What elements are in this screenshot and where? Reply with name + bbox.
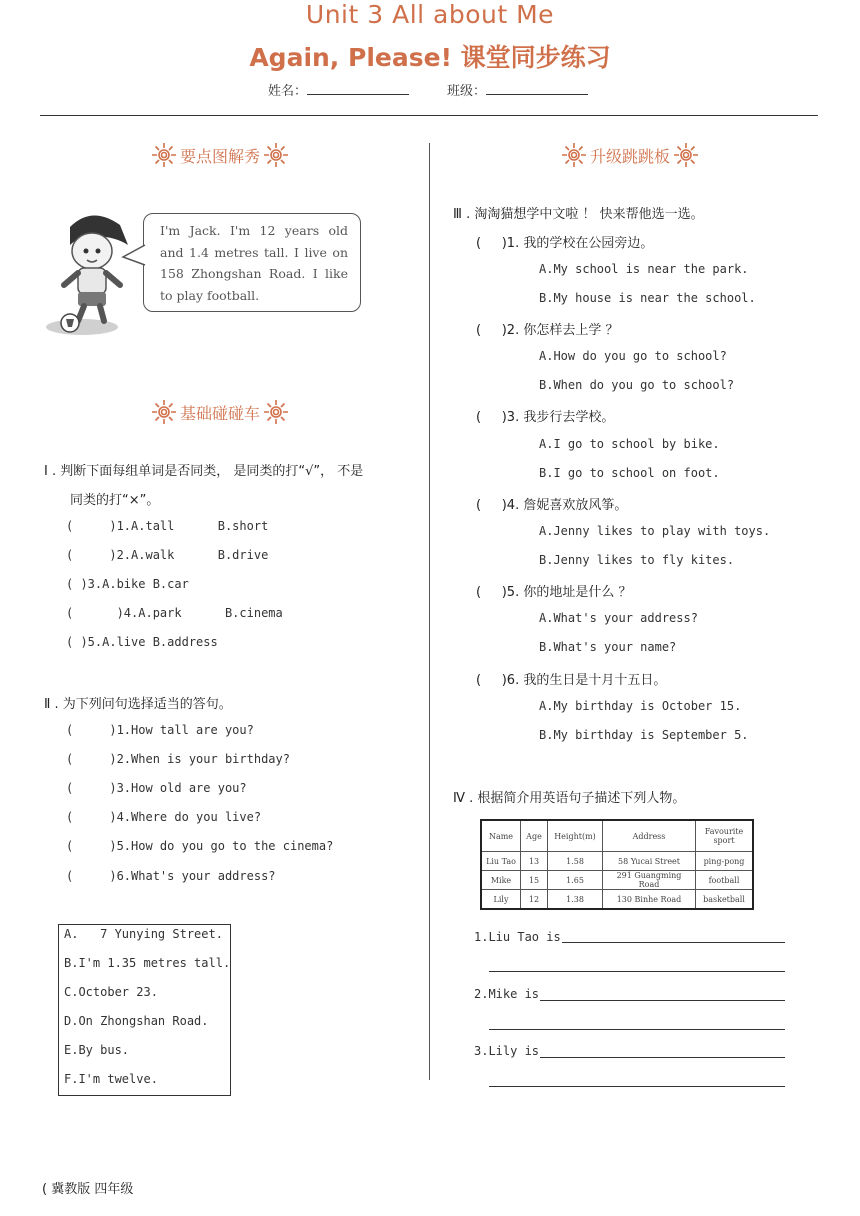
table-cell: ping-pong — [696, 852, 754, 871]
table-row — [481, 890, 753, 910]
sun-icon — [263, 399, 289, 425]
writing-prompt: 2.Mike is — [474, 987, 540, 1001]
part3-option-b: B.Jenny likes to fly kites. — [539, 553, 735, 567]
answer-line[interactable] — [489, 971, 785, 972]
answer-line[interactable] — [540, 1000, 785, 1001]
table-header-cell: Age — [521, 820, 548, 852]
part3-option-b: B.My house is near the school. — [539, 291, 756, 305]
table-cell: 1.38 — [548, 890, 603, 910]
section-heading-basics — [151, 399, 289, 425]
section-heading-label: 基础碰碰车 — [180, 403, 261, 423]
part2-item[interactable]: ( )6.What's your address? — [66, 869, 276, 883]
table-cell: 1.65 — [548, 871, 603, 890]
answer-line[interactable] — [489, 1029, 785, 1030]
part2-item[interactable]: ( )5.How do you go to the cinema? — [66, 839, 334, 853]
part2-item[interactable]: ( )4.Where do you live? — [66, 810, 262, 824]
header-divider — [40, 115, 818, 116]
answer-line[interactable] — [540, 1057, 785, 1058]
part3-option-a: A.My birthday is October 15. — [539, 699, 742, 713]
table-cell: basketball — [696, 890, 754, 910]
class-label: 班级： — [447, 84, 487, 99]
sun-icon — [673, 142, 699, 168]
table-cell: Liu Tao — [481, 852, 521, 871]
speech-bubble-text: I'm Jack. I'm 12 years old and 1.4 metres tall. I live on 158 Zhongshan Road. I like to play football. — [160, 223, 348, 303]
name-blank[interactable] — [307, 82, 409, 95]
writing-prompt: 3.Lily is — [474, 1044, 540, 1058]
part3-question[interactable]: ( )3. 我步行去学校。 — [476, 410, 615, 425]
table-cell: Lily — [481, 890, 521, 910]
table-header-cell: Height(m) — [548, 820, 603, 852]
title-english: Unit 3 All about Me — [305, 0, 555, 29]
part1-item[interactable]: ( )1.A.tall B.short — [66, 519, 269, 533]
table-row — [481, 871, 753, 890]
name-field[interactable] — [268, 80, 409, 99]
table-header-row — [481, 820, 753, 852]
answer-option: A. 7 Yunying Street. — [64, 927, 223, 941]
title-chinese: Again, Please! 课堂同步练习 — [249, 43, 611, 72]
part1-instruction-cont: 同类的打“×”。 — [70, 493, 160, 508]
part3-option-a: A.Jenny likes to play with toys. — [539, 524, 771, 538]
part3-option-a: A.What's your address? — [539, 611, 698, 625]
sun-icon — [151, 399, 177, 425]
speech-bubble-tail — [121, 243, 146, 269]
table-cell: 130 Binhe Road — [603, 890, 696, 910]
part3-option-a: A.I go to school by bike. — [539, 437, 720, 451]
class-blank[interactable] — [486, 82, 588, 95]
answer-option: D.On Zhongshan Road. — [64, 1014, 209, 1028]
answer-options-box — [58, 924, 231, 1096]
sun-icon — [151, 142, 177, 168]
table-cell: 13 — [521, 852, 548, 871]
part3-question[interactable]: ( )6. 我的生日是十月十五日。 — [476, 673, 667, 688]
table-cell: 15 — [521, 871, 548, 890]
part1-item[interactable]: ( )4.A.park B.cinema — [66, 606, 283, 620]
section-heading-key-points — [151, 142, 289, 168]
part1-item[interactable]: ( )5.A.live B.address — [66, 635, 218, 649]
table-cell: 291 Guangming Road — [603, 871, 696, 890]
part1-item[interactable]: ( )2.A.walk B.drive — [66, 548, 269, 562]
sun-icon — [561, 142, 587, 168]
table-header-cell: Address — [603, 820, 696, 852]
part2-item[interactable]: ( )2.When is your birthday? — [66, 752, 290, 766]
section-heading-label: 升级跳跳板 — [590, 146, 671, 166]
part3-option-b: B.I go to school on foot. — [539, 466, 720, 480]
name-label: 姓名： — [268, 84, 308, 99]
writing-prompt: 1.Liu Tao is — [474, 930, 561, 944]
answer-line[interactable] — [562, 942, 785, 943]
part1-item[interactable]: ( )3.A.bike B.car — [66, 577, 189, 591]
table-cell: Mike — [481, 871, 521, 890]
table-row — [481, 852, 753, 871]
part3-option-b: B.When do you go to school? — [539, 378, 735, 392]
answer-option: E.By bus. — [64, 1043, 130, 1057]
part3-option-b: B.What's your name? — [539, 640, 677, 654]
cartoon-boy-illustration — [42, 205, 138, 337]
table-cell: 58 Yucai Street — [603, 852, 696, 871]
part3-question[interactable]: ( )2. 你怎样去上学 ？ — [476, 323, 619, 338]
answer-option: F.I'm twelve. — [64, 1072, 158, 1086]
table-cell: 12 — [521, 890, 548, 910]
part4-instruction: Ⅳ . 根据简介用英语句子描述下列人物。 — [453, 791, 686, 806]
footer-text: ( 冀教版 四年级 — [42, 1182, 134, 1197]
part3-question[interactable]: ( )4. 詹妮喜欢放风筝。 — [476, 498, 628, 513]
part3-option-a: A.How do you go to school? — [539, 349, 727, 363]
part2-item[interactable]: ( )1.How tall are you? — [66, 723, 254, 737]
class-field[interactable] — [447, 80, 588, 99]
section-heading-label: 要点图解秀 — [180, 146, 261, 166]
table-cell: 1.58 — [548, 852, 603, 871]
part3-option-b: B.My birthday is September 5. — [539, 728, 749, 742]
table-cell: football — [696, 871, 754, 890]
part1-instruction: Ⅰ . 判断下面每组单词是否同类， 是同类的打“√”， 不是 — [44, 464, 364, 479]
table-header-cell: Name — [481, 820, 521, 852]
part2-item[interactable]: ( )3.How old are you? — [66, 781, 247, 795]
part3-question[interactable]: ( )5. 你的地址是什么 ？ — [476, 585, 632, 600]
answer-option: B.I'm 1.35 metres tall. — [64, 956, 231, 970]
part3-option-a: A.My school is near the park. — [539, 262, 749, 276]
column-divider — [429, 143, 430, 1080]
part3-instruction: Ⅲ . 淘淘猫想学中文啦 ！ 快来帮他选一选。 — [453, 207, 704, 222]
table-header-cell: Favourite sport — [696, 820, 754, 852]
part3-question[interactable]: ( )1. 我的学校在公园旁边。 — [476, 236, 654, 251]
section-heading-level-up — [561, 142, 699, 168]
people-info-table — [480, 819, 754, 910]
part2-instruction: Ⅱ . 为下列问句选择适当的答句。 — [44, 697, 232, 712]
sun-icon — [263, 142, 289, 168]
answer-option: C.October 23. — [64, 985, 158, 999]
answer-line[interactable] — [489, 1086, 785, 1087]
